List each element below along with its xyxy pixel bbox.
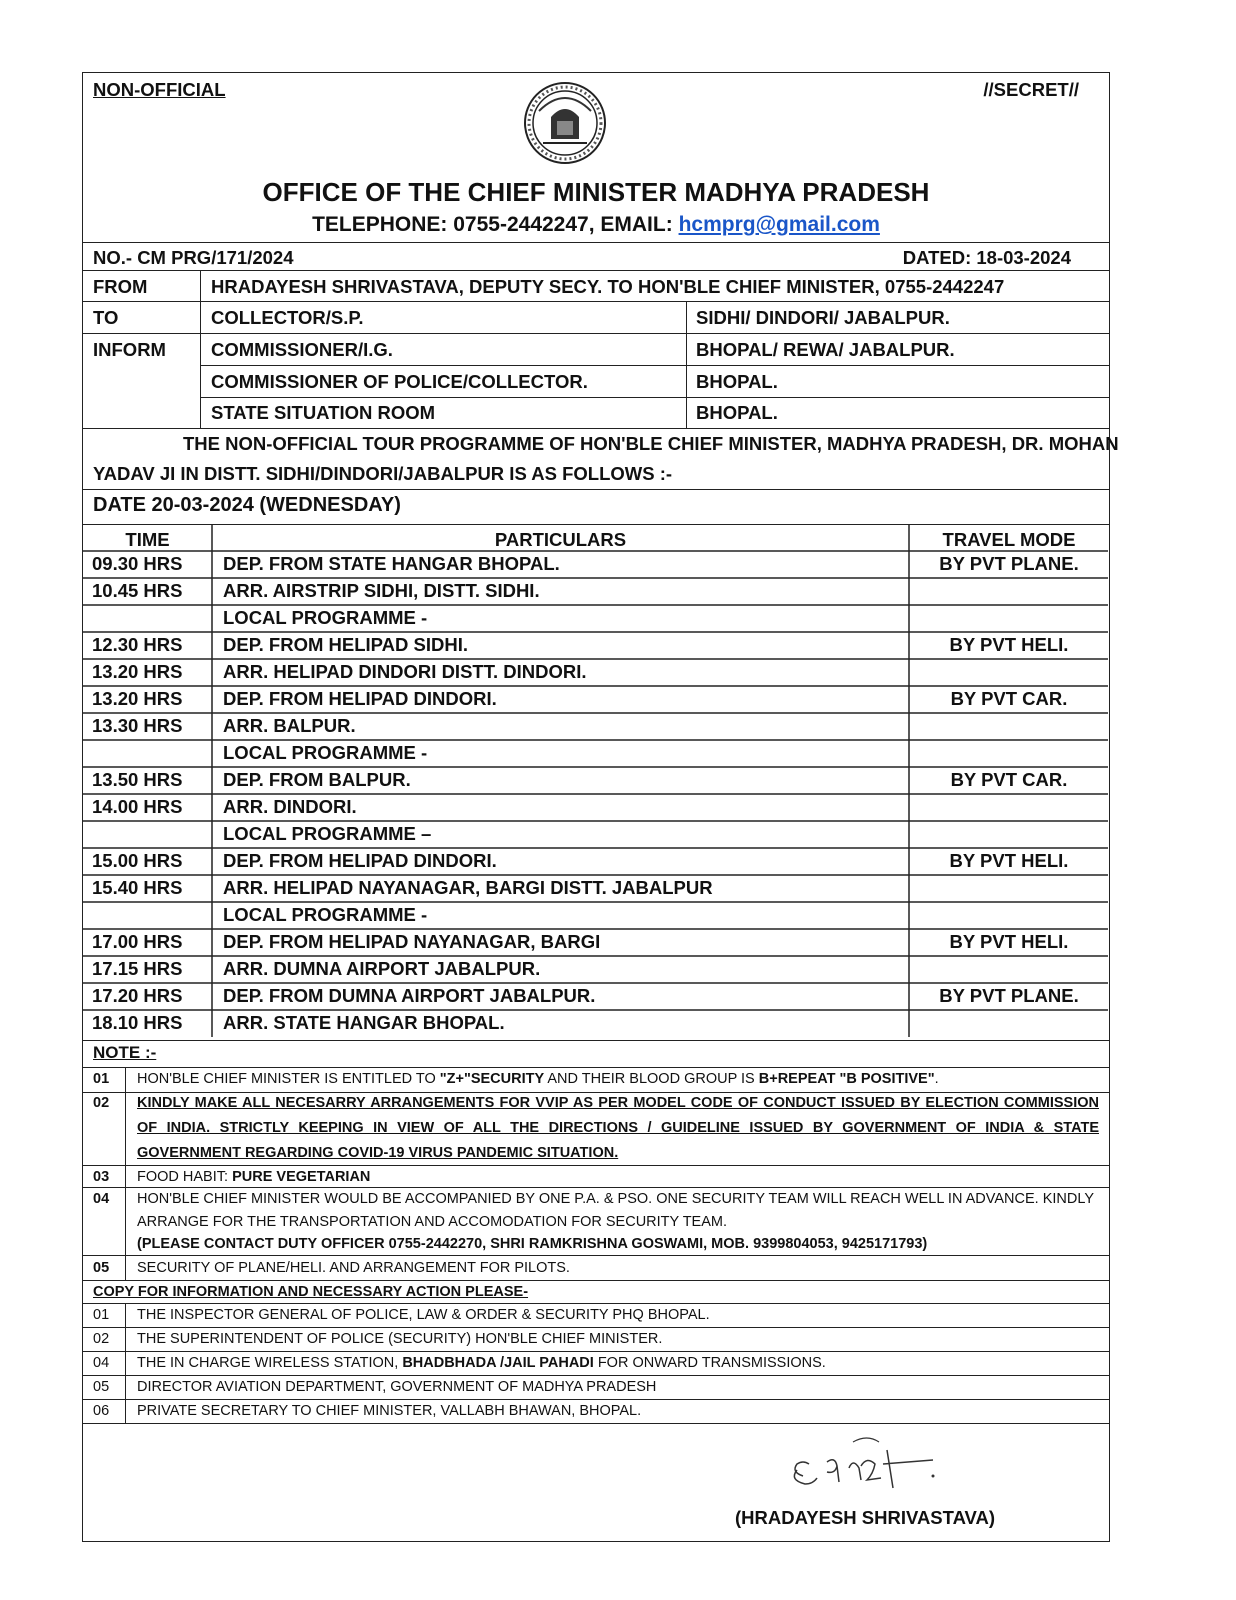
rule <box>83 1399 1109 1400</box>
schedule-particulars: LOCAL PROGRAMME – <box>223 823 432 844</box>
inform-place: BHOPAL. <box>696 371 778 392</box>
schedule-travel-mode: BY PVT CAR. <box>950 688 1068 709</box>
schedule-time: 12.30 HRS <box>92 634 183 655</box>
schedule-particulars: LOCAL PROGRAMME - <box>223 904 428 925</box>
schedule-table <box>83 525 1108 1039</box>
reference-date: DATED: 18-03-2024 <box>902 247 1071 268</box>
schedule-row <box>83 904 1108 929</box>
column-header-time: TIME <box>125 529 170 550</box>
copy-recipient: THE SUPERINTENDENT OF POLICE (SECURITY) HON'BLE CHIEF MINISTER. <box>137 1331 663 1347</box>
rule <box>83 1351 1109 1352</box>
rule <box>200 365 1109 366</box>
rule <box>83 1375 1109 1376</box>
schedule-time: 15.40 HRS <box>92 877 183 898</box>
inform-value: COMMISSIONER OF POLICE/COLLECTOR. <box>211 371 588 392</box>
office-title: OFFICE OF THE CHIEF MINISTER MADHYA PRADESH <box>262 177 930 207</box>
inform-place: BHOPAL. <box>696 402 778 423</box>
copy-recipient: THE INSPECTOR GENERAL OF POLICE, LAW & ORDER & SECURITY PHQ BHOPAL. <box>137 1307 710 1323</box>
schedule-particulars: DEP. FROM HELIPAD DINDORI. <box>223 850 497 871</box>
rule <box>83 428 1109 429</box>
to-place: SIDHI/ DINDORI/ JABALPUR. <box>696 307 950 328</box>
note-number: 02 <box>93 1095 110 1111</box>
schedule-row <box>83 958 1108 983</box>
to-value: COLLECTOR/S.P. <box>211 307 364 328</box>
to-label: TO <box>93 307 119 328</box>
schedule-time: 13.50 HRS <box>92 769 183 790</box>
rule <box>83 1092 1109 1093</box>
inform-value: STATE SITUATION ROOM <box>211 402 436 423</box>
copy-number: 04 <box>93 1355 110 1371</box>
rule <box>125 1303 126 1423</box>
copy-recipient: DIRECTOR AVIATION DEPARTMENT, GOVERNMENT OF MADHYA PRADESH <box>137 1379 657 1395</box>
schedule-particulars: DEP. FROM STATE HANGAR BHOPAL. <box>223 553 560 574</box>
handwritten-signature <box>783 1428 963 1498</box>
schedule-travel-mode: BY PVT HELI. <box>949 850 1069 871</box>
rule <box>83 1255 1109 1256</box>
schedule-row <box>83 742 1108 767</box>
schedule-particulars: ARR. AIRSTRIP SIDHI, DISTT. SIDHI. <box>223 580 540 601</box>
schedule-travel-mode: BY PVT CAR. <box>950 769 1068 790</box>
note-number: 03 <box>93 1169 110 1185</box>
note-number: 04 <box>93 1191 110 1207</box>
schedule-particulars: ARR. BALPUR. <box>223 715 356 736</box>
schedule-particulars: LOCAL PROGRAMME - <box>223 742 428 763</box>
document-frame <box>82 72 1119 1542</box>
rule <box>83 489 1109 490</box>
schedule-time: 09.30 HRS <box>92 553 183 574</box>
inform-value: COMMISSIONER/I.G. <box>211 339 393 360</box>
schedule-particulars: ARR. HELIPAD DINDORI DISTT. DINDORI. <box>223 661 587 682</box>
schedule-row <box>83 553 1108 578</box>
schedule-particulars: ARR. DINDORI. <box>223 796 357 817</box>
schedule-row <box>83 634 1108 659</box>
copy-number: 05 <box>93 1379 110 1395</box>
inform-label: INFORM <box>93 339 166 360</box>
note-heading: NOTE :- <box>93 1043 157 1062</box>
schedule-time: 13.20 HRS <box>92 688 183 709</box>
schedule-row <box>83 661 1108 686</box>
from-value: HRADAYESH SHRIVASTAVA, DEPUTY SECY. TO HON'BLE CHIEF MINISTER, 0755-2442247 <box>211 276 1005 297</box>
rule <box>200 270 201 428</box>
non-official-tag: NON-OFFICIAL <box>93 79 226 100</box>
rule <box>83 1327 1109 1328</box>
schedule-row <box>83 985 1108 1010</box>
rule <box>83 1040 1109 1041</box>
rule <box>83 1280 1109 1281</box>
schedule-travel-mode: BY PVT PLANE. <box>939 553 1079 574</box>
schedule-row <box>83 688 1108 713</box>
schedule-row <box>83 1012 1108 1037</box>
schedule-particulars: ARR. DUMNA AIRPORT JABALPUR. <box>223 958 541 979</box>
schedule-row <box>83 580 1108 605</box>
schedule-particulars: ARR. STATE HANGAR BHOPAL. <box>223 1012 505 1033</box>
tour-date: DATE 20-03-2024 (WEDNESDAY) <box>93 494 401 516</box>
schedule-travel-mode: BY PVT HELI. <box>949 931 1069 952</box>
inform-place: BHOPAL/ REWA/ JABALPUR. <box>696 339 955 360</box>
schedule-row <box>83 796 1108 821</box>
rule <box>686 301 687 428</box>
reference-number: NO.- CM PRG/171/2024 <box>93 247 294 268</box>
schedule-particulars: DEP. FROM DUMNA AIRPORT JABALPUR. <box>223 985 596 1006</box>
rule <box>83 1165 1109 1166</box>
copy-recipient: PRIVATE SECRETARY TO CHIEF MINISTER, VALLABH BHAWAN, BHOPAL. <box>137 1403 642 1419</box>
column-header-particulars: PARTICULARS <box>494 529 627 550</box>
schedule-particulars: ARR. HELIPAD NAYANAGAR, BARGI DISTT. JABALPUR <box>223 877 713 898</box>
schedule-time: 15.00 HRS <box>92 850 183 871</box>
schedule-travel-mode: BY PVT PLANE. <box>939 985 1079 1006</box>
schedule-particulars: LOCAL PROGRAMME - <box>223 607 428 628</box>
rule <box>83 242 1109 243</box>
schedule-time: 14.00 HRS <box>92 796 183 817</box>
state-emblem-seal <box>513 81 617 165</box>
rule <box>200 397 1109 398</box>
copy-number: 02 <box>93 1331 110 1347</box>
schedule-time: 13.20 HRS <box>92 661 183 682</box>
schedule-time: 18.10 HRS <box>92 1012 183 1033</box>
schedule-row <box>83 607 1108 632</box>
copy-heading: COPY FOR INFORMATION AND NECESSARY ACTION PLEASE- <box>93 1284 529 1300</box>
note-text: FOOD HABIT: PURE VEGETARIAN <box>137 1169 371 1185</box>
note-number: 01 <box>93 1071 110 1087</box>
copy-number: 06 <box>93 1403 110 1419</box>
email-link[interactable]: hcmprg@gmail.com <box>678 213 880 236</box>
note-text: ARRANGE FOR THE TRANSPORTATION AND ACCOMODATION FOR SECURITY TEAM. <box>137 1214 728 1230</box>
contact-prefix: TELEPHONE: 0755-2442247, EMAIL: <box>312 213 673 236</box>
note-text: HON'BLE CHIEF MINISTER IS ENTITLED TO "Z+"SECURITY AND THEIR BLOOD GROUP IS B+REPEAT "B POSITIVE". <box>137 1071 939 1087</box>
note-text: OF INDIA. STRICTLY KEEPING IN VIEW OF ALL THE DIRECTIONS / GUIDELINE ISSUED BY GOVERNMENT OF INDIA & STATE <box>137 1120 1099 1136</box>
note-text: (PLEASE CONTACT DUTY OFFICER 0755-2442270, SHRI RAMKRISHNA GOSWAMI, MOB. 9399804053, 9425171793) <box>137 1236 928 1252</box>
schedule-time: 17.15 HRS <box>92 958 183 979</box>
schedule-row <box>83 715 1108 740</box>
column-header-travel-mode: TRAVEL MODE <box>942 529 1076 550</box>
schedule-row <box>83 877 1108 902</box>
rule <box>83 1423 1109 1424</box>
schedule-particulars: DEP. FROM BALPUR. <box>223 769 411 790</box>
rule <box>83 1067 1109 1068</box>
rule <box>83 301 1109 302</box>
schedule-row <box>83 850 1108 875</box>
schedule-time: 17.20 HRS <box>92 985 183 1006</box>
schedule-time: 13.30 HRS <box>92 715 183 736</box>
schedule-travel-mode: BY PVT HELI. <box>949 634 1069 655</box>
schedule-particulars: DEP. FROM HELIPAD NAYANAGAR, BARGI <box>223 931 601 952</box>
rule <box>83 270 1109 271</box>
note-text: KINDLY MAKE ALL NECESARRY ARRANGEMENTS FOR VVIP AS PER MODEL CODE OF CONDUCT ISSUED BY ELECTION COMMISSION <box>137 1095 1099 1111</box>
from-label: FROM <box>93 276 148 297</box>
schedule-particulars: DEP. FROM HELIPAD DINDORI. <box>223 688 497 709</box>
copy-number: 01 <box>93 1307 110 1323</box>
rule <box>125 1067 126 1280</box>
schedule-particulars: DEP. FROM HELIPAD SIDHI. <box>223 634 468 655</box>
schedule-row <box>83 931 1108 956</box>
schedule-row <box>83 769 1108 794</box>
rule <box>83 1303 1109 1304</box>
contact-line <box>83 213 1109 237</box>
note-text: GOVERNMENT REGARDING COVID-19 VIRUS PANDEMIC SITUATION. <box>137 1145 619 1161</box>
intro-line: THE NON-OFFICIAL TOUR PROGRAMME OF HON'BLE CHIEF MINISTER, MADHYA PRADESH, DR. MOHAN <box>183 433 1119 454</box>
schedule-time: 10.45 HRS <box>92 580 183 601</box>
signatory-name: (HRADAYESH SHRIVASTAVA) <box>735 1507 996 1528</box>
copy-recipient: THE IN CHARGE WIRELESS STATION, BHADBHADA /JAIL PAHADI FOR ONWARD TRANSMISSIONS. <box>137 1355 826 1371</box>
rule <box>83 333 1109 334</box>
schedule-row <box>83 823 1108 848</box>
note-text: SECURITY OF PLANE/HELI. AND ARRANGEMENT FOR PILOTS. <box>137 1260 570 1276</box>
note-text: HON'BLE CHIEF MINISTER WOULD BE ACCOMPANIED BY ONE P.A. & PSO. ONE SECURITY TEAM WILL REACH WELL IN ADVANCE. KINDLY <box>137 1191 1095 1207</box>
schedule-time: 17.00 HRS <box>92 931 183 952</box>
intro-line: YADAV JI IN DISTT. SIDHI/DINDORI/JABALPUR IS AS FOLLOWS :- <box>93 463 673 484</box>
rule <box>83 1187 1109 1188</box>
note-number: 05 <box>93 1260 110 1276</box>
secret-tag: //SECRET// <box>983 79 1079 100</box>
